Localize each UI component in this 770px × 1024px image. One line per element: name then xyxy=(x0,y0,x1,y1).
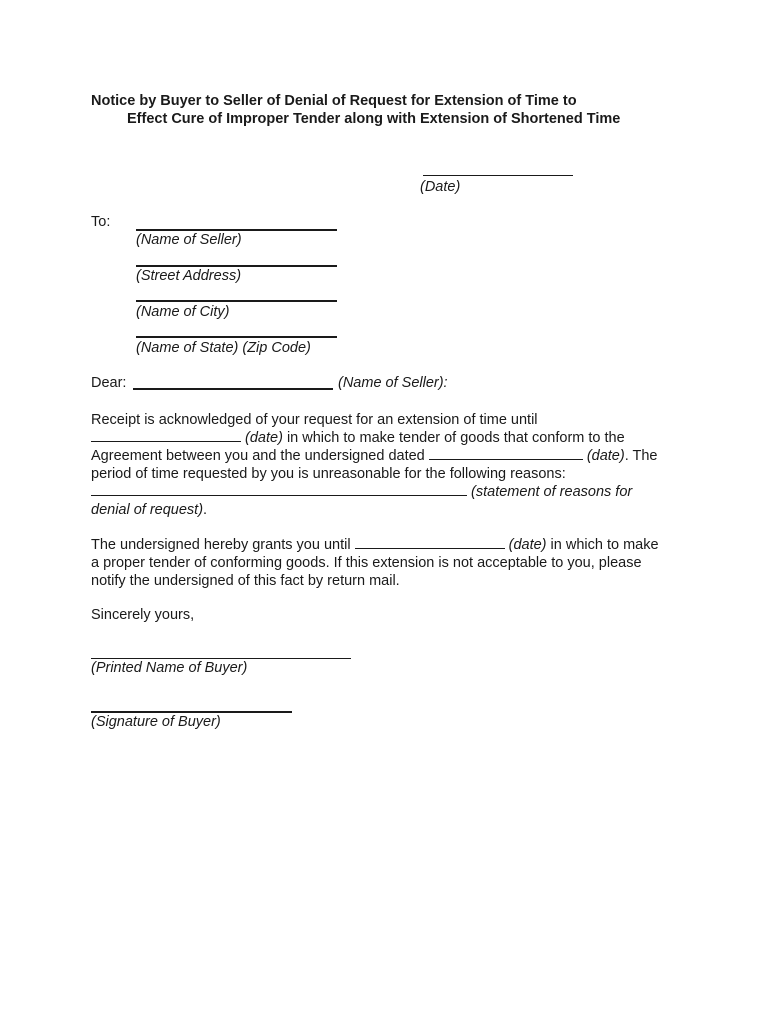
date-label: (Date) xyxy=(420,179,461,195)
city-blank[interactable] xyxy=(136,288,337,302)
para2-line2: a proper tender of conforming goods. If this extension is not acceptable to you, please xyxy=(91,555,642,571)
para1-line3-post: . The xyxy=(624,448,658,464)
para1-line2 xyxy=(91,429,691,447)
seller-name-blank[interactable] xyxy=(136,217,337,231)
para1-line6-post: . xyxy=(203,502,208,518)
signature-label: (Signature of Buyer) xyxy=(91,714,221,730)
reason-blank[interactable] xyxy=(91,483,467,496)
para2-line3: notify the undersigned of this fact by return mail. xyxy=(91,573,400,589)
para1-line6 xyxy=(91,501,691,519)
para2-date-blank[interactable] xyxy=(355,536,505,549)
paragraph-2 xyxy=(91,536,691,590)
reason-label: (statement of reasons for xyxy=(471,484,633,500)
para2-line1-pre: The undersigned hereby grants you until xyxy=(91,537,355,553)
para1-line2-rest: in which to make tender of goods that conform to the xyxy=(282,430,625,446)
date-blank[interactable] xyxy=(423,163,573,176)
para1-line1: Receipt is acknowledged of your request for an extension of time until xyxy=(91,412,538,428)
paragraph-1 xyxy=(91,411,691,519)
para1-line3-pre: Agreement between you and the undersigned dated xyxy=(91,448,429,464)
state-zip-blank[interactable] xyxy=(136,324,337,338)
para1-line4: period of time requested by you is unreasonable for the following reasons: xyxy=(91,466,566,482)
to-label: To: xyxy=(91,214,111,230)
salutation-name-blank[interactable] xyxy=(133,376,333,390)
closing: Sincerely yours, xyxy=(91,607,195,623)
printed-name-label: (Printed Name of Buyer) xyxy=(91,660,248,676)
para1-date-blank-2[interactable] xyxy=(429,447,583,460)
title-line-2: Effect Cure of Improper Tender along with Extension of Shortened Time xyxy=(127,111,621,127)
para1-date-label-1: (date) xyxy=(245,430,283,446)
para2-line1 xyxy=(91,536,691,554)
salutation-label: Dear: xyxy=(91,375,127,391)
para1-line5 xyxy=(91,483,691,501)
denial-label: denial of request) xyxy=(91,502,204,518)
para2-line1-post: in which to make xyxy=(546,537,659,553)
street-address-blank[interactable] xyxy=(136,253,337,267)
city-label: (Name of City) xyxy=(136,304,230,320)
printed-name-blank[interactable] xyxy=(91,646,351,659)
salutation-seller-label: (Name of Seller): xyxy=(338,375,448,391)
para1-date-blank-1[interactable] xyxy=(91,429,241,442)
street-address-label: (Street Address) xyxy=(136,268,242,284)
para2-date-label: (date) xyxy=(508,537,547,553)
state-zip-label: (Name of State) (Zip Code) xyxy=(136,340,311,356)
title-line-1: Notice by Buyer to Seller of Denial of Request for Extension of Time to xyxy=(91,93,577,109)
para1-date-label-2: (date) xyxy=(586,448,625,464)
para1-line3 xyxy=(91,447,691,465)
seller-name-label: (Name of Seller) xyxy=(136,232,242,248)
signature-blank[interactable] xyxy=(91,699,292,713)
